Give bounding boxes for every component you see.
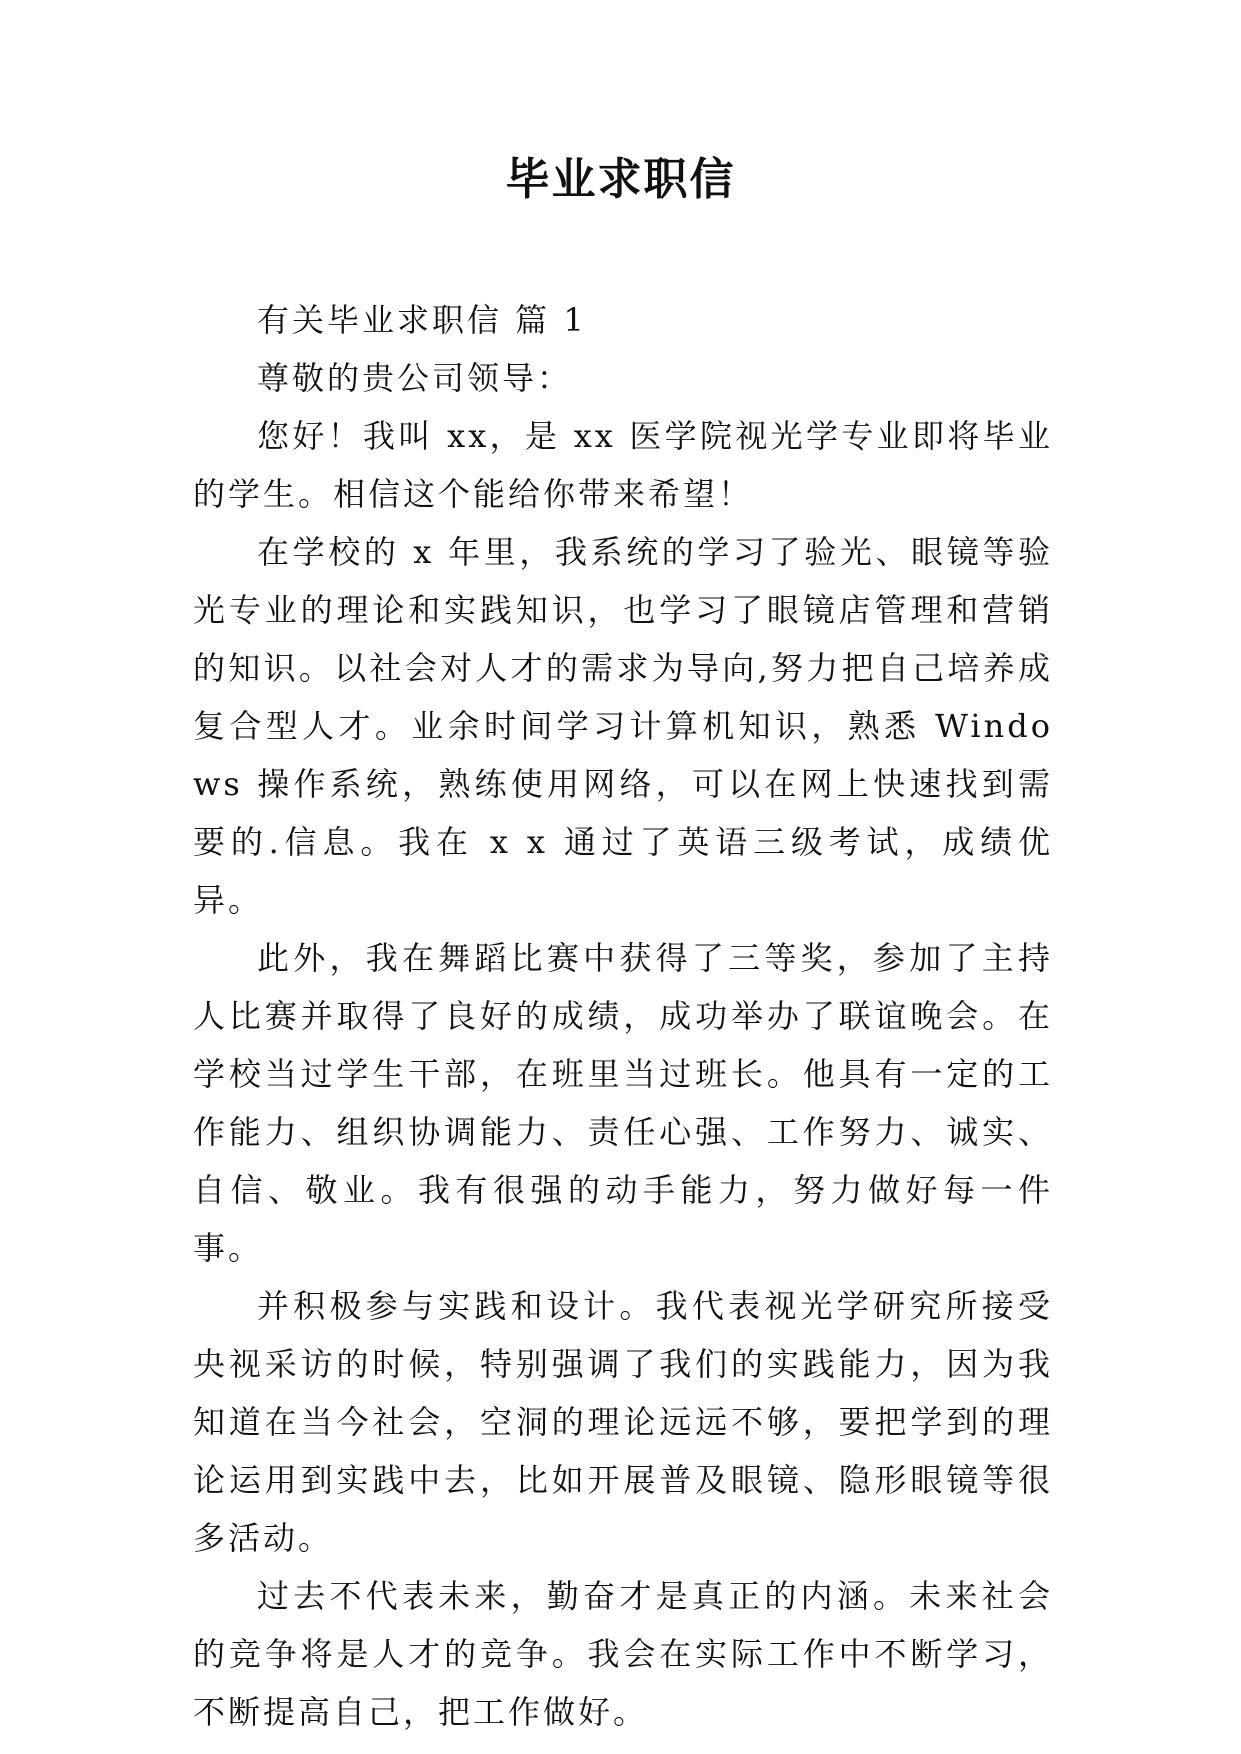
- document-title: 毕业求职信: [505, 154, 736, 205]
- paragraph-greeting: 您好！我叫 xx，是 xx 医学院视光学专业即将毕业的学生。相信这个能给你带来希望！: [193, 417, 1053, 513]
- paragraph-achievements: 此外，我在舞蹈比赛中获得了三等奖，参加了主持人比赛并取得了良好的成绩，成功举办了联谊晚会。在学校当过学生干部，在班里当过班长。他具有一定的工作能力、组织协调能力、责任心强、工作努力、诚实、自信、敬业。我有很强的动手能力，努力做好每一件事。: [193, 939, 1053, 1267]
- paragraph-closing: 过去不代表未来，勤奋才是真正的内涵。未来社会的竞争将是人才的竞争。我会在实际工作中不断学习，不断提高自己，把工作做好。: [193, 1577, 1053, 1731]
- salutation: 尊敬的贵公司领导：: [257, 359, 573, 397]
- paragraph-practice: 并积极参与实践和设计。我代表视光学研究所接受央视采访的时候，特别强调了我们的实践能力，因为我知道在当今社会，空洞的理论远远不够，要把学到的理论运用到实践中去，比如开展普及眼镜、隐形眼镜等很多活动。: [193, 1287, 1053, 1557]
- section-heading: 有关毕业求职信 篇 1: [257, 301, 587, 339]
- paragraph-education: 在学校的 x 年里，我系统的学习了验光、眼镜等验光专业的理论和实践知识，也学习了眼镜店管理和营销的知识。以社会对人才的需求为导向,努力把自己培养成复合型人才。业余时间学习计算机知识，熟悉 Windows 操作系统，熟练使用网络，可以在网上快速找到需要的.信息。我在 x x 通过了英语三级考试，成绩优异。: [193, 533, 1053, 919]
- document-body: [193, 291, 1053, 1741]
